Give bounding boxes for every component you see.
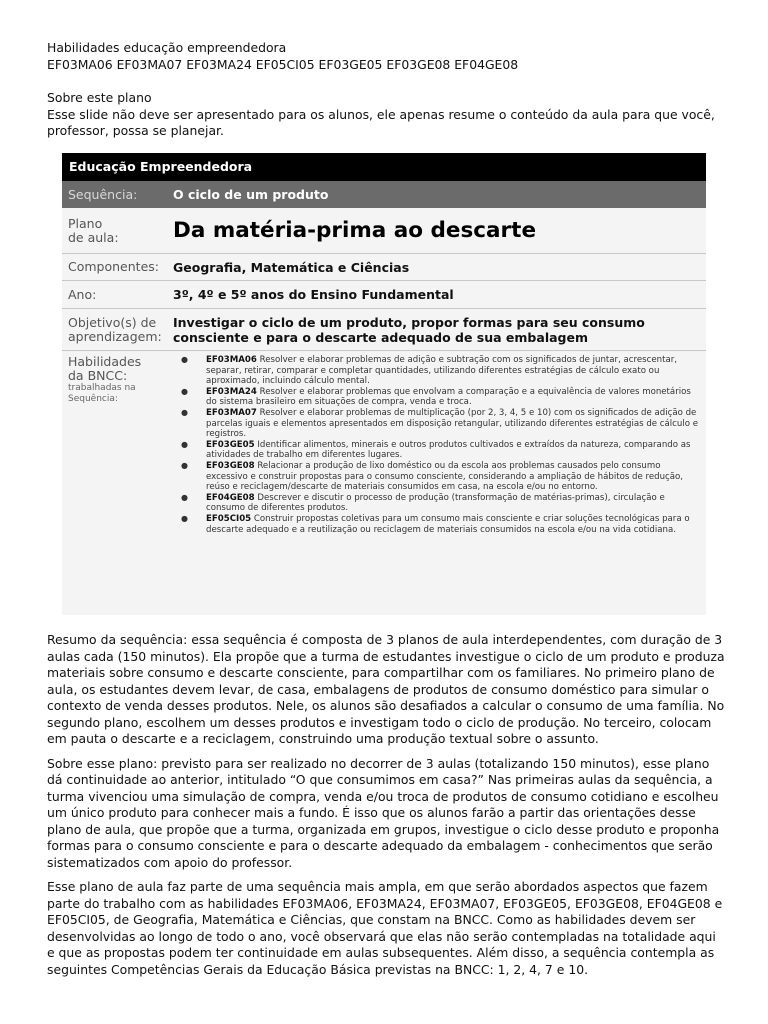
objetivo-value: Investigar o ciclo de um produto, propor formas para seu consumo consciente e para o descarte adequado de sua embalagem bbox=[173, 314, 645, 345]
componentes-label: Componentes: bbox=[68, 259, 159, 274]
habilidades-list bbox=[173, 355, 706, 535]
componentes-value: Geografia, Matemática e Ciências bbox=[173, 259, 410, 275]
page-header bbox=[47, 40, 727, 140]
row-ano bbox=[62, 281, 706, 309]
skill-text: Resolver e elaborar problemas de multiplicação (por 2, 3, 4, 5 e 10) com os significados de adição de parcelas iguais e elementos apresentados em disposição retangular, utilizando diferentes estratégias de cálculo e registros. bbox=[206, 407, 699, 440]
objetivo-label-line2: aprendizagem: bbox=[68, 328, 162, 344]
skill-text: Construir propostas coletivas para um consumo mais consciente e criar soluções tecnológicas para o descarte adequado e a reutilização ou reciclagem de materiais consumidos na escola e/ou na vida cotidiana. bbox=[206, 513, 690, 535]
list-item bbox=[173, 408, 700, 440]
row-sequencia bbox=[62, 181, 706, 208]
bullet-icon: ● bbox=[181, 492, 188, 502]
skill-text: Descrever e discutir o processo de produção (transformação de matérias-primas), circulação e consumo de diferentes produtos. bbox=[206, 492, 665, 514]
intro-section bbox=[47, 90, 727, 140]
sequencia-label: Sequência: bbox=[68, 186, 138, 202]
objetivo-label bbox=[62, 316, 173, 344]
plano-value: Da matéria-prima ao descarte bbox=[173, 217, 537, 243]
plano-label-line2: de aula: bbox=[68, 229, 119, 245]
habilidades-label-line2: da BNCC: bbox=[68, 368, 128, 383]
lesson-slide bbox=[62, 153, 706, 615]
skill-code: EF03MA07 bbox=[206, 407, 257, 418]
habilidades-label bbox=[62, 355, 173, 535]
row-habilidades bbox=[62, 351, 706, 535]
bullet-icon: ● bbox=[181, 386, 188, 396]
objetivo-label-line1: Objetivo(s) de bbox=[68, 314, 157, 330]
habilidades-sub-line2: Sequência: bbox=[68, 393, 118, 404]
skill-code: EF03MA06 bbox=[206, 355, 257, 365]
list-item bbox=[173, 440, 700, 461]
skill-code: EF03GE05 bbox=[206, 439, 255, 450]
skill-codes: EF03MA06 EF03MA07 EF03MA24 EF05CI05 EF03GE05 EF03GE08 EF04GE08 bbox=[47, 56, 519, 72]
list-item bbox=[173, 387, 700, 408]
skill-code: EF04GE08 bbox=[206, 492, 255, 503]
body-text bbox=[47, 632, 727, 986]
bullet-icon: ● bbox=[181, 355, 188, 364]
skill-text: Relacionar a produção de lixo doméstico ou da escola aos problemas causados pelo consumo excessivo e construir propostas para o consumo consciente, considerando a ampliação de hábitos de redução, reúso e reciclagem/descarte de materiais consumidos em casa, na escola e/ou no entorno. bbox=[206, 460, 684, 493]
plano-label-line1: Plano bbox=[68, 215, 103, 231]
plan-paragraph: Sobre esse plano: previsto para ser realizado no decorrer de 3 aulas (totalizando 150 minutos), esse plano dá continuidade ao anterior, intitulado “O que consumimos em casa?” Nas primeiras aulas da sequência, a turma vivenciou uma simulação de compra, venda e/ou troca de produtos de consumo cotidiano e escolheu um único produto para conhecer mais a fundo. É isso que os alunos farão a partir das orientações desse plano de aula, que propõe que a turma, organizada em grupos, investigue o ciclo desse produto e proponha formas para o consumo consciente e para o descarte adequado da embalagem - conhecimentos que serão sistematizados com apoio do professor. bbox=[47, 755, 720, 870]
skill-text: Resolver e elaborar problemas que envolvam a comparação e a equivalência de valores monetários do sistema brasileiro em situações de compra, venda e troca. bbox=[206, 386, 691, 408]
list-item bbox=[173, 461, 700, 493]
bullet-icon: ● bbox=[181, 439, 188, 449]
skill-code: EF05CI05 bbox=[206, 513, 252, 524]
skill-code: EF03GE08 bbox=[206, 460, 255, 471]
skill-code: EF03MA24 bbox=[206, 386, 257, 397]
ano-value: 3º, 4º e 5º anos do Ensino Fundamental bbox=[173, 287, 454, 302]
skill-text: Resolver e elaborar problemas de adição e subtração com os significados de juntar, acrescentar, separar, retirar, comparar e completar quantidades, utilizando diferentes estratégias de cálculo exato ou aproximado, incluindo cálculo mental. bbox=[206, 355, 677, 387]
habilidades-label-line1: Habilidades bbox=[68, 354, 142, 369]
bullet-icon: ● bbox=[181, 460, 188, 470]
bullet-icon: ● bbox=[181, 513, 188, 523]
list-item bbox=[173, 493, 700, 514]
doc-title: Habilidades educação empreendedora bbox=[47, 40, 287, 55]
habilidades-sub-line1: trabalhadas na bbox=[68, 383, 136, 393]
skills-paragraph: Esse plano de aula faz parte de uma sequência mais ampla, em que serão abordados aspectos que fazem parte do trabalho com as habilidades EF03MA06, EF03MA24, EF03MA07, EF03GE05, EF03GE08, EF04GE08 e EF05CI05, de Geografia, Matemática e Ciências, que constam na BNCC. Como as habilidades devem ser desenvolvidas ao longo de todo o ano, você observará que elas não serão contempladas na totalidade aqui e que as propostas podem ter continuidade em aulas subsequentes. Além disso, a sequência contempla as seguintes Competências Gerais da Educação Básica previstas na BNCC: 1, 2, 4, 7 e 10. bbox=[47, 879, 723, 977]
summary-paragraph: Resumo da sequência: essa sequência é composta de 3 planos de aula interdependentes, com duração de 3 aulas cada (150 minutos). Ela propõe que a turma de estudantes investigue o ciclo de um produto e produza materiais sobre consumo e descarte consciente, para compartilhar com os familiares. No primeiro plano de aula, os estudantes devem levar, de casa, embalagens de produtos de consumo doméstico para simular o contexto de venda desses produtos. Nele, os alunos são desafiados a calcular o consumo de uma família. No segundo plano, escolhem um desses produtos e investigam todo o ciclo de produção. No terceiro, colocam em pauta o descarte e a reciclagem, construindo uma produção textual sobre o assunto. bbox=[47, 632, 725, 746]
intro-text: Esse slide não deve ser apresentado para os alunos, ele apenas resume o conteúdo da aula para que você, professor, possa se planejar. bbox=[47, 106, 715, 138]
list-item bbox=[173, 514, 700, 535]
bullet-icon: ● bbox=[181, 407, 188, 417]
slide-title: Educação Empreendedora bbox=[62, 153, 706, 181]
list-item bbox=[173, 355, 700, 387]
row-plano bbox=[62, 208, 706, 254]
row-componentes bbox=[62, 254, 706, 281]
sequencia-value: O ciclo de um produto bbox=[173, 187, 329, 202]
ano-label: Ano: bbox=[68, 286, 97, 302]
intro-heading: Sobre este plano bbox=[47, 90, 152, 105]
skill-text: Identificar alimentos, minerais e outros produtos cultivados e extraídos da natureza, comparando as atividades de trabalho em diferentes lugares. bbox=[206, 439, 691, 461]
row-objetivo bbox=[62, 309, 706, 351]
plano-label bbox=[62, 217, 173, 245]
